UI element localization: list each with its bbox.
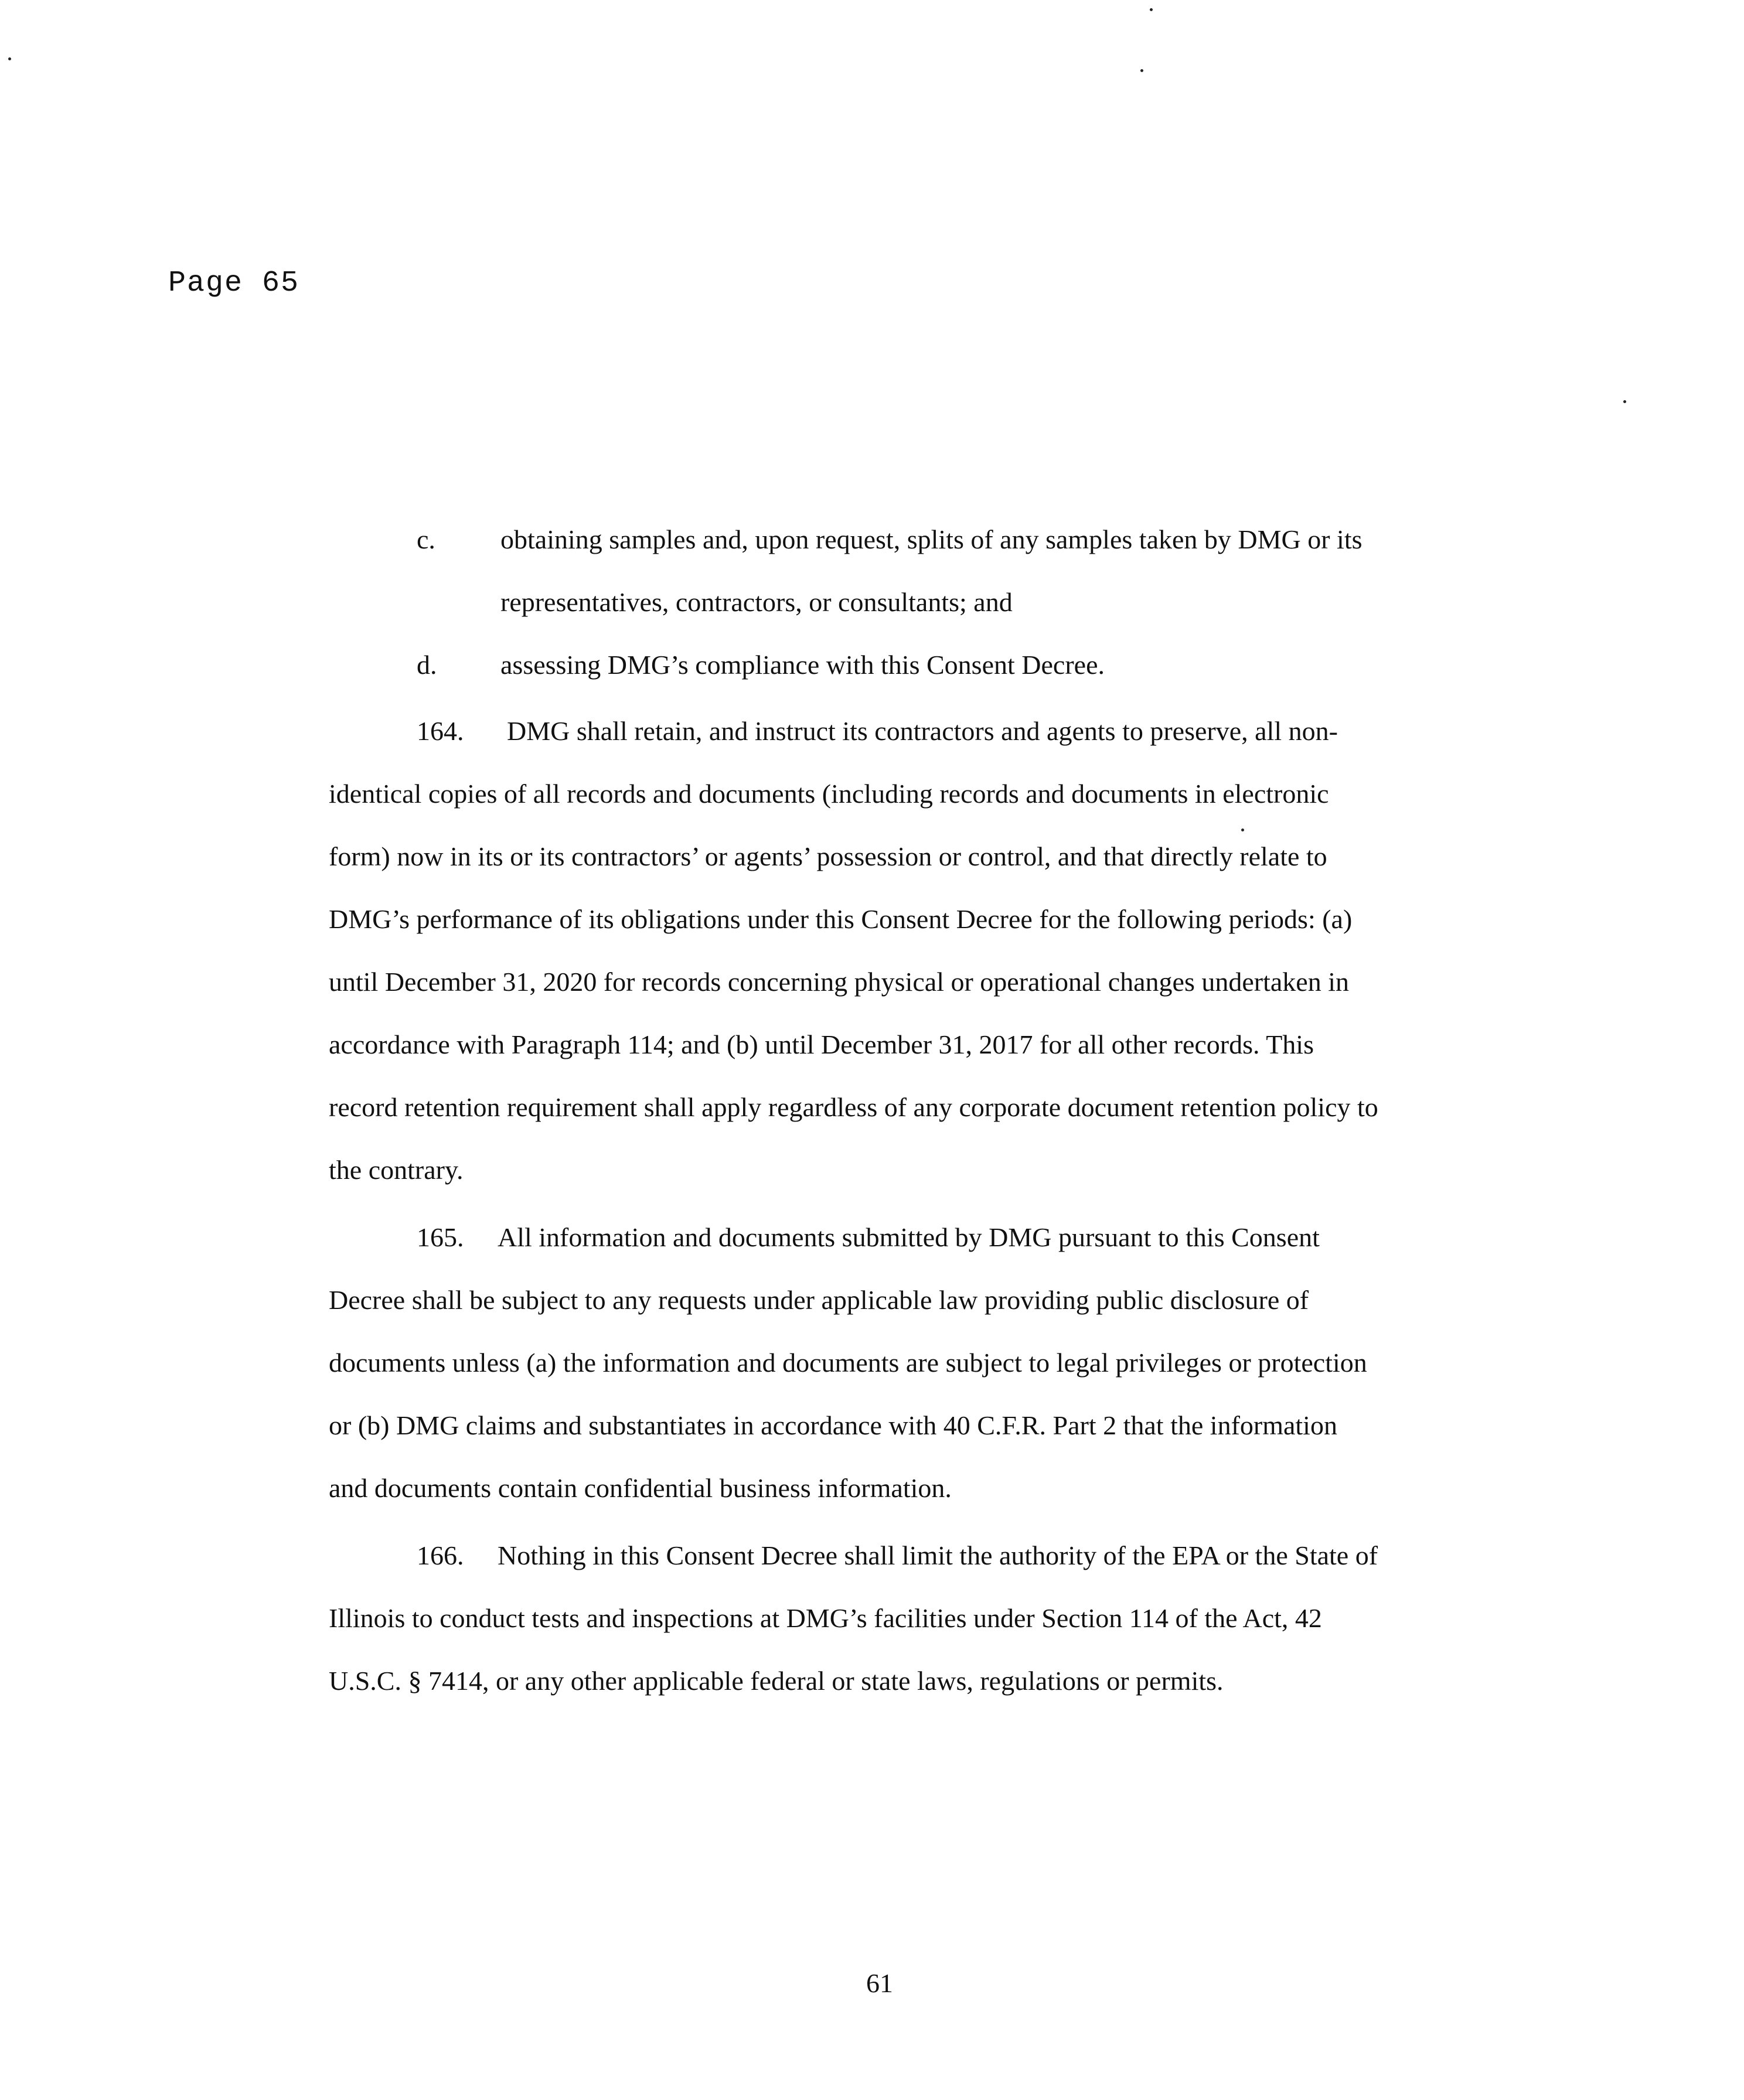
scan-speck [8,57,11,60]
page-number: 61 [866,1968,893,1998]
paragraph-165-line: or (b) DMG claims and substantiates in accordance with 40 C.F.R. Part 2 that the information [329,1410,1337,1440]
scan-speck [1150,8,1153,11]
paragraph-166-line: Nothing in this Consent Decree shall limit the authority of the EPA or the State of [498,1540,1378,1570]
page-header-label: Page 65 [168,267,300,300]
item-c-label: c. [417,524,435,554]
item-c-line-2: representatives, contractors, or consultants; and [500,587,1013,617]
paragraph-165-line: Decree shall be subject to any requests under applicable law providing public disclosure of [329,1285,1309,1315]
scan-speck [1623,400,1626,403]
paragraph-166-line: Illinois to conduct tests and inspections at DMG’s facilities under Section 114 of the Act, 42 [329,1603,1322,1633]
item-d-label: d. [417,650,437,680]
item-c-line-1: obtaining samples and, upon request, splits of any samples taken by DMG or its [500,524,1362,554]
paragraph-166-number: 166. [417,1540,464,1570]
scan-speck [1140,69,1143,72]
paragraph-164-line: the contrary. [329,1155,464,1185]
scan-speck [1241,829,1244,831]
paragraph-164-number: 164. [417,716,464,746]
paragraph-164-line: DMG shall retain, and instruct its contractors and agents to preserve, all non- [507,716,1338,746]
paragraph-164-line: until December 31, 2020 for records concerning physical or operational changes undertaken in [329,967,1349,997]
paragraph-165-line: and documents contain confidential business information. [329,1473,952,1503]
item-d-line-1: assessing DMG’s compliance with this Consent Decree. [500,650,1105,680]
paragraph-166-line: U.S.C. § 7414, or any other applicable federal or state laws, regulations or permits. [329,1666,1224,1696]
paragraph-165-line: All information and documents submitted by DMG pursuant to this Consent [498,1222,1320,1252]
paragraph-165-line: documents unless (a) the information and documents are subject to legal privileges or protection [329,1348,1367,1378]
paragraph-164-line: accordance with Paragraph 114; and (b) until December 31, 2017 for all other records. This [329,1029,1314,1059]
paragraph-164-line: record retention requirement shall apply regardless of any corporate document retention policy to [329,1092,1378,1122]
paragraph-164-line: DMG’s performance of its obligations under this Consent Decree for the following periods: (a) [329,904,1353,934]
paragraph-164-line: identical copies of all records and documents (including records and documents in electronic [329,779,1329,809]
paragraph-165-number: 165. [417,1222,464,1252]
paragraph-164-line: form) now in its or its contractors’ or agents’ possession or control, and that directly relate to [329,841,1327,871]
